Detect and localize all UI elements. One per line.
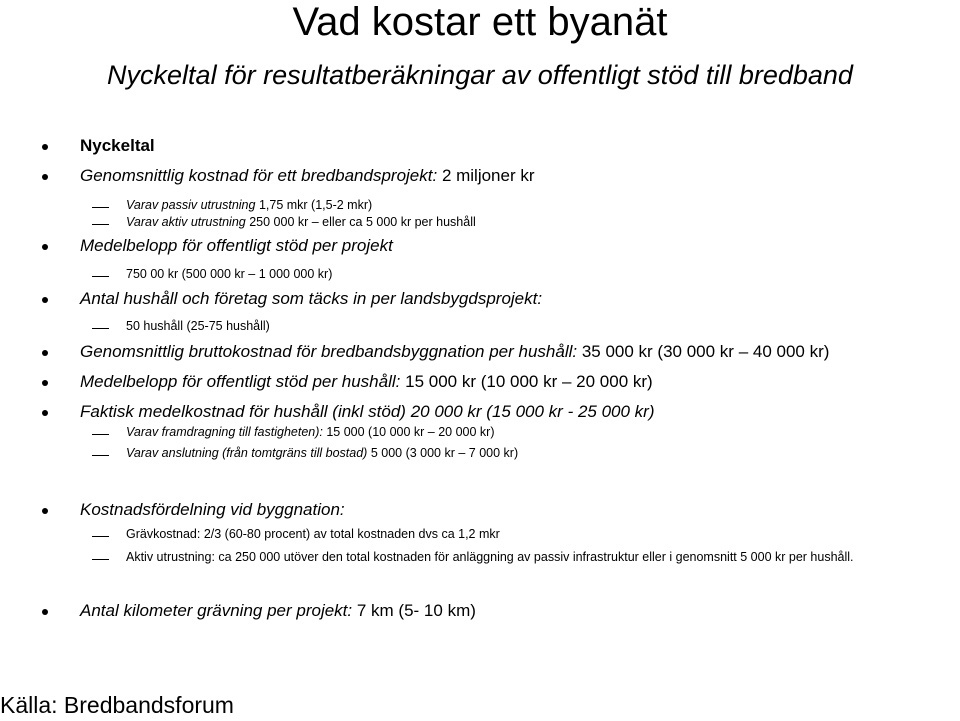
list-item-genomsnittlig-kostnad: Genomsnittlig kostnad för ett bredbandsprojekt: 2 miljoner kr xyxy=(80,166,535,185)
bullet-icon xyxy=(42,609,48,615)
list-item-kostnadsfordelning: Kostnadsfördelning vid byggnation: xyxy=(80,500,345,519)
list-item-gravkostnad: Grävkostnad: 2/3 (60-80 procent) av total kostnaden dvs ca 1,2 mkr xyxy=(126,527,500,541)
bullet-icon xyxy=(42,174,48,180)
list-item-passiv-utrustning: Varav passiv utrustning 1,75 mkr (1,5-2 mkr) xyxy=(126,198,373,212)
bullet-icon xyxy=(42,144,48,150)
bullet-icon xyxy=(42,410,48,416)
list-item-framdragning: Varav framdragning till fastigheten): 15 000 (10 000 kr – 20 000 kr) xyxy=(126,425,495,439)
list-item-bruttokostnad: Genomsnittlig bruttokostnad för bredbandsbyggnation per hushåll: 35 000 kr (30 000 kr – 40 000 kr) xyxy=(80,342,830,361)
dash-icon xyxy=(92,434,109,435)
bullet-icon xyxy=(42,244,48,250)
dash-icon xyxy=(92,328,109,329)
dash-icon xyxy=(92,224,109,225)
dash-icon xyxy=(92,276,109,277)
list-item-aktiv-utrustning: Varav aktiv utrustning 250 000 kr – eller ca 5 000 kr per hushåll xyxy=(126,215,476,229)
source-citation: Källa: Bredbandsforum xyxy=(0,692,234,718)
dash-icon xyxy=(92,207,109,208)
list-item-nyckeltal: Nyckeltal xyxy=(80,136,155,155)
list-item-anslutning: Varav anslutning (från tomtgräns till bostad) 5 000 (3 000 kr – 7 000 kr) xyxy=(126,446,519,460)
page-subtitle: Nyckeltal för resultatberäkningar av offentligt stöd till bredband xyxy=(107,60,853,90)
dash-icon xyxy=(92,536,109,537)
bullet-icon xyxy=(42,350,48,356)
list-item-faktisk-medelkostnad: Faktisk medelkostnad för hushåll (inkl stöd) 20 000 kr (15 000 kr - 25 000 kr) xyxy=(80,402,655,421)
list-item-antal-hushall: Antal hushåll och företag som täcks in per landsbygdsprojekt: xyxy=(80,289,543,308)
bullet-icon xyxy=(42,508,48,514)
bullet-icon xyxy=(42,297,48,303)
list-item-stod-per-hushall: Medelbelopp för offentligt stöd per hushåll: 15 000 kr (10 000 kr – 20 000 kr) xyxy=(80,372,653,391)
dash-icon xyxy=(92,455,109,456)
page-title: Vad kostar ett byanät xyxy=(292,0,668,44)
bullet-icon xyxy=(42,380,48,386)
dash-icon xyxy=(92,559,109,560)
list-item-antal-hushall-value: 50 hushåll (25-75 hushåll) xyxy=(126,319,270,333)
list-item-stod-per-projekt-value: 750 00 kr (500 000 kr – 1 000 000 kr) xyxy=(126,267,333,281)
list-item-aktiv-utrustning-fordelning: Aktiv utrustning: ca 250 000 utöver den total kostnaden för anläggning av passiv infrastruktur eller i genomsnitt 5 000 kr per hushåll. xyxy=(126,550,854,564)
list-item-antal-kilometer: Antal kilometer grävning per projekt: 7 km (5- 10 km) xyxy=(80,601,476,620)
list-item-stod-per-projekt: Medelbelopp för offentligt stöd per projekt xyxy=(80,236,393,255)
